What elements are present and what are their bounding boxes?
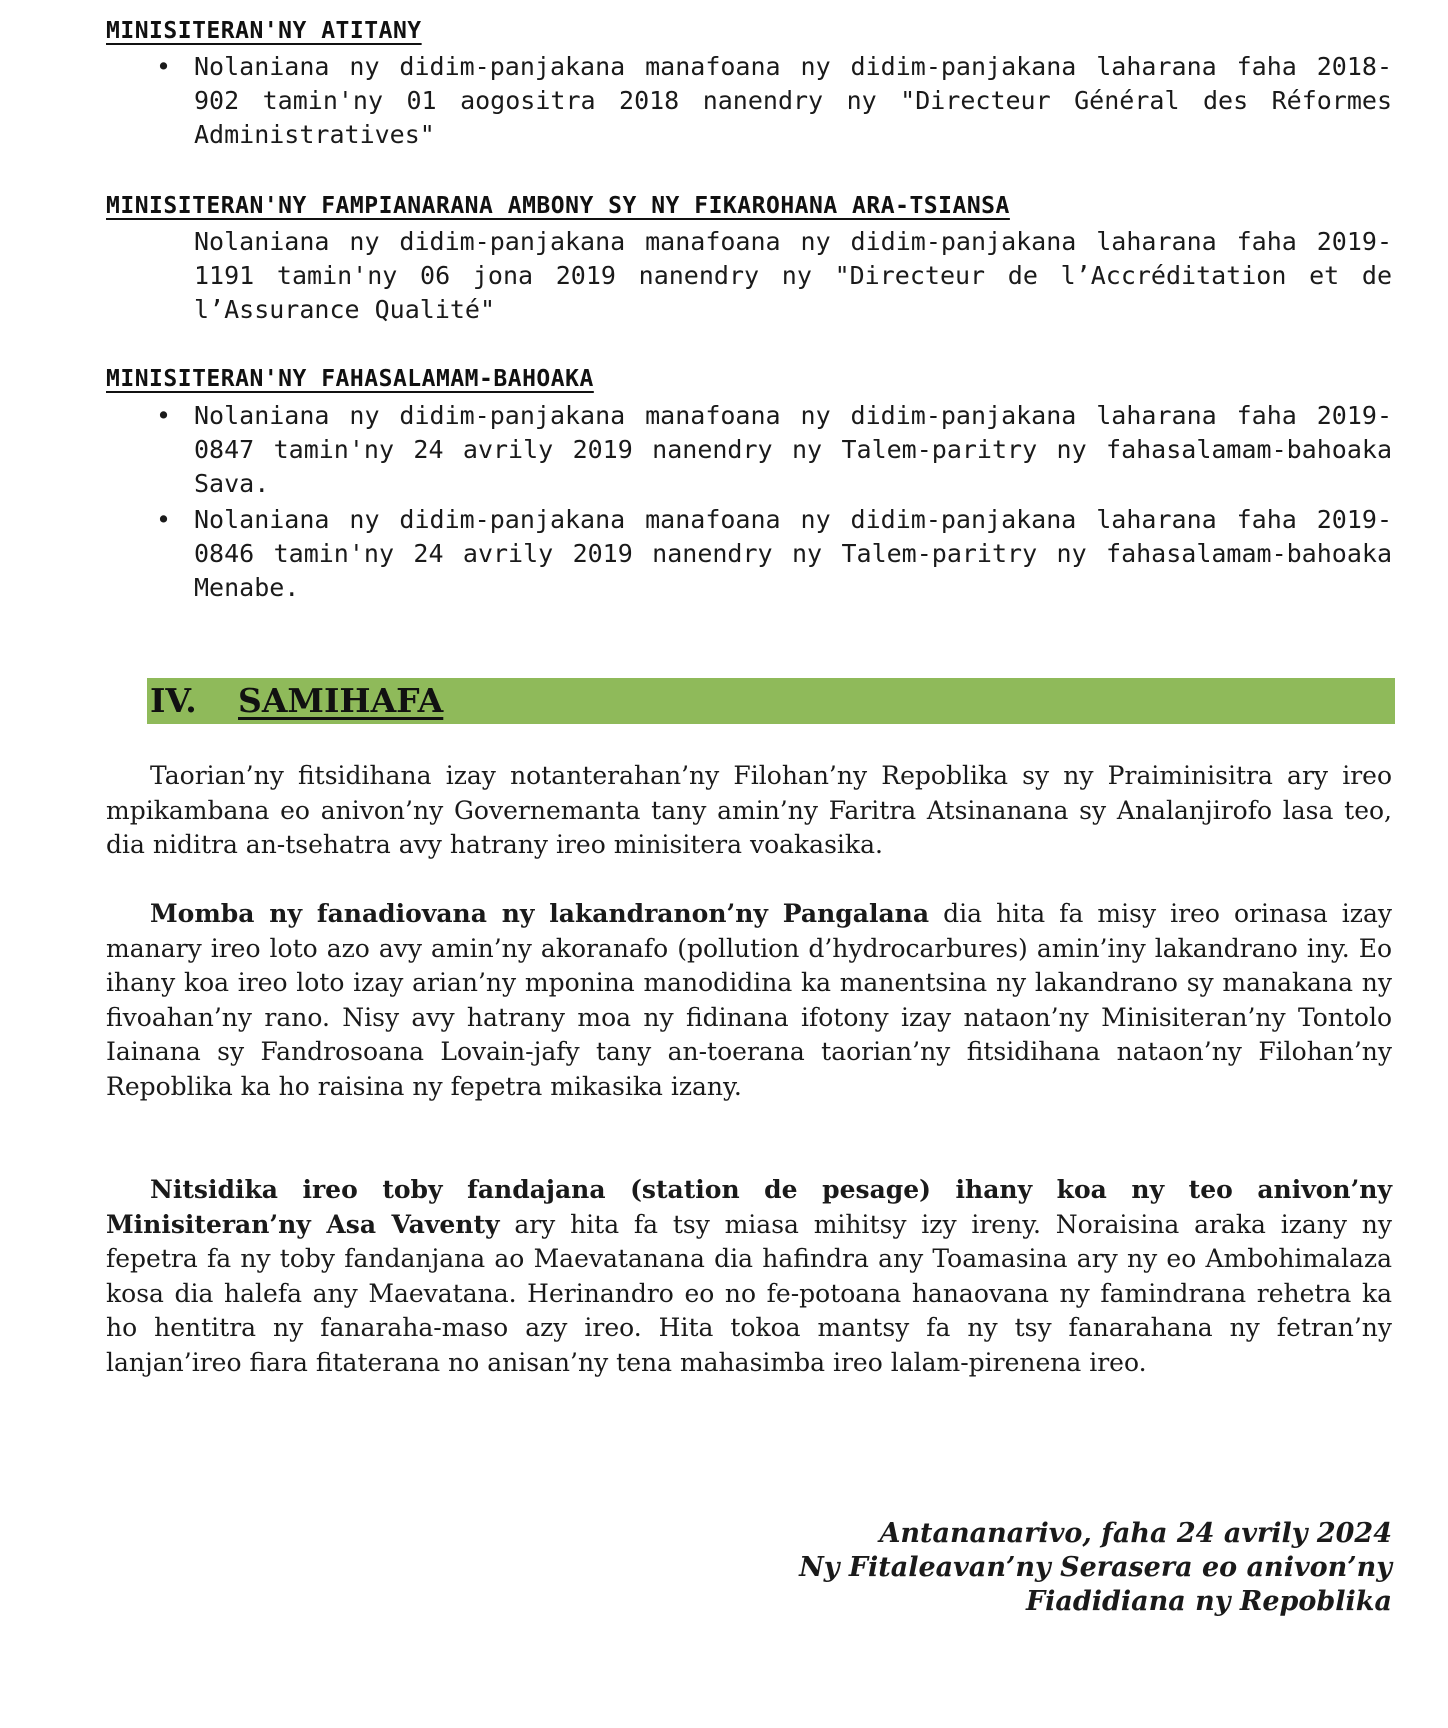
section-heading-fahasalamana: MINISITERAN'NY FAHASALAMAM-BAHOAKA	[106, 366, 594, 392]
signature-line-3: Fiadidiana ny Repoblika	[1025, 1586, 1392, 1617]
list-item-text: Nolaniana ny didim-panjakana manafoana ny didim-panjakana laharana faha 2019-1191 tamin'ny 06 jona 2019 nanendry ny "Directeur de l’Accréditation et de l’Assurance Qualité"	[194, 227, 1392, 324]
paragraph-lead: Nitsidika ireo toby fandajana (station de pesage) ihany koa ny teo anivon’ny Minisiteran’ny Asa Vaventy	[106, 1175, 1392, 1239]
list-item-text: Nolaniana ny didim-panjakana manafoana ny didim-panjakana laharana faha 2019-0847 tamin'ny 24 avrily 2019 nanendry ny Talem-paritry ny fahasalamam-bahoaka Sava.	[194, 401, 1392, 498]
list-item-text: Nolaniana ny didim-panjakana manafoana ny didim-panjakana laharana faha 2018-902 tamin'ny 01 aogositra 2018 nanendry ny "Directeur Général des Réformes Administratives"	[194, 52, 1392, 149]
list-item	[156, 50, 1392, 152]
list-item	[156, 399, 1392, 501]
bullet-icon: •	[156, 52, 172, 81]
paragraph-text: Taorian’ny fitsidihana izay notanterahan’ny Filohan’ny Repoblika sy ny Praiminisitra ary ireo mpikambana eo anivon’ny Governemanta tany amin’ny Faritra Atsinanana sy Analanjirofo lasa teo, dia niditra an-tsehatra avy hatrany ireo minisitera voakasika.	[106, 761, 1392, 859]
signature-place-date: Antananarivo, faha 24 avrily 2024	[879, 1518, 1392, 1549]
list-item-text: Nolaniana ny didim-panjakana manafoana ny didim-panjakana laharana faha 2019-0846 tamin'ny 24 avrily 2019 nanendry ny Talem-paritry ny fahasalamam-bahoaka Menabe.	[194, 505, 1392, 602]
paragraph-text: ary hita fa tsy miasa mihitsy izy ireny. Noraisina araka izany ny fepetra fa ny toby fandanjana ao Maevatanana dia hafindra any Toamasina ary ny eo Ambohimalaza kosa dia halefa any Maevatana. Herinandro eo no fe-potoana hanaovana ny famindrana rehetra ka ho hentitra ny fanaraha-maso azy ireo. Hita tokoa mantsy fa ny tsy fanarahana ny fetran’ny lanjan’ireo fiara fitaterana no anisan’ny tena mahasimba ireo lalam-pirenena ireo.	[106, 1209, 1392, 1377]
paragraph-text: dia hita fa misy ireo orinasa izay manary ireo loto azo avy amin’ny akoranafo (pollution d’hydrocarbures) amin’iny lakandrano iny. Eo ihany koa ireo loto izay arian’ny mponina manodidina ka manentsina ny lakandrano sy manakana ny fivoahan’ny rano. Nisy avy hatrany moa ny fidinana ifotony izay nataon’ny Minisiteran’ny Tontolo Iainana sy Fandrosoana Lovain-jafy tany an-toerana taorian’ny fitsidihana nataon’ny Filohan’ny Repoblika ka ho raisina ny fepetra mikasika izany.	[106, 899, 1392, 1101]
section-heading-fampianarana: MINISITERAN'NY FAMPIANARANA AMBONY SY NY FIKAROHANA ARA-TSIANSA	[106, 193, 1010, 219]
signature-line-2: Ny Fitaleavan’ny Serasera eo anivon’ny	[799, 1552, 1392, 1583]
section-iv-number: IV.	[150, 681, 197, 720]
bullet-icon: •	[156, 401, 172, 430]
paragraph-2	[106, 897, 1392, 1104]
paragraph-lead: Momba ny fanadiovana ny lakandranon’ny Pangalana	[150, 899, 930, 928]
list-item	[194, 225, 1392, 327]
paragraph-3	[106, 1173, 1392, 1380]
section-heading-atitany: MINISITERAN'NY ATITANY	[106, 18, 422, 44]
bullet-icon: •	[156, 505, 172, 534]
section-iv-title: SAMIHAFA	[238, 681, 444, 720]
paragraph-1	[106, 759, 1392, 863]
list-item	[156, 503, 1392, 605]
